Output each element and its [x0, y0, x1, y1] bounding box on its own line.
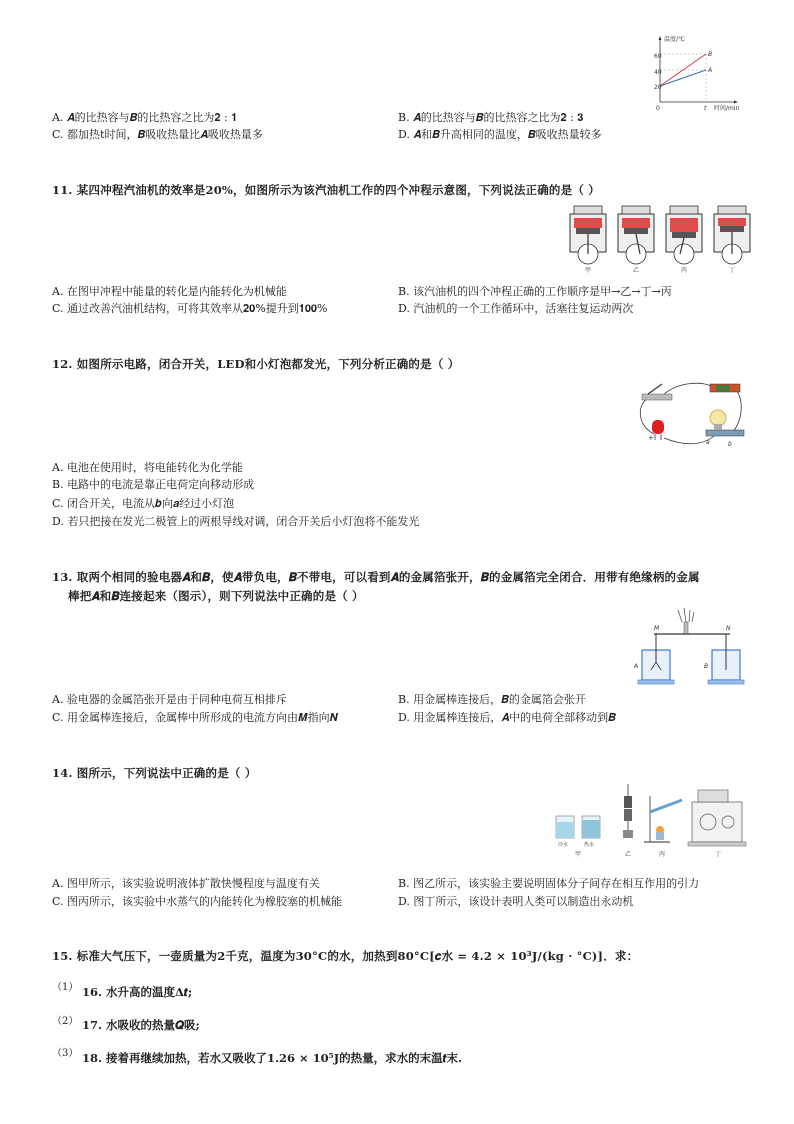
q13-option-a[interactable]: A. 验电器的金属箔张开是由于同种电荷互相排斥 [52, 693, 287, 706]
q10-option-d[interactable]: D. 𝑨和𝑩升高相同的温度，𝑩吸收热量较多 [398, 128, 602, 141]
q11-option-a[interactable]: A. 在图甲冲程中能量的转化是内能转化为机械能 [52, 285, 287, 298]
q14-option-d[interactable]: D. 图丁所示，该设计表明人类可以制造出永动机 [398, 895, 634, 908]
line-b-label: B [708, 51, 713, 58]
label-jia: 甲 [574, 851, 582, 858]
temperature-time-graph [648, 32, 744, 114]
engine-strokes-figure [566, 202, 756, 274]
test-tube [650, 800, 682, 812]
q15-sub2-number: （2） [52, 1016, 79, 1027]
q14-option-b[interactable]: B. 图乙所示，该实验主要说明固体分子间存在相互作用的引力 [398, 877, 700, 890]
q13-title-line1: 13. 取两个相同的验电器𝑨和𝑩，使𝑨带负电，𝑩不带电，可以看到𝑨的金属箔张开，𝑩的金属箔完全闭合．用带有绝缘柄的金属 [52, 570, 700, 584]
q11-option-c[interactable]: C. 通过改善汽油机结构，可将其效率从𝟐𝟎%提升到𝟏𝟎𝟎% [52, 302, 328, 315]
graph-xlabel: 时间/min [714, 105, 740, 112]
q12-option-c[interactable]: C. 闭合开关，电流从𝒃向𝒂经过小灯泡 [52, 497, 235, 510]
switch-base [642, 394, 672, 400]
lead-block-bottom [624, 809, 632, 821]
q11-title: 11. 某四冲程汽油机的效率是𝟐𝟎%，如图所示为该汽油机工作的四个冲程示意图，下列说法正确的是（ ） [52, 183, 600, 197]
engine-label-bing: 丙 [680, 267, 688, 274]
q15-sub1-text: 16. 水升高的温度𝚫𝒕; [82, 985, 193, 999]
label-yi: 乙 [624, 851, 632, 858]
engine-label-jia: 甲 [584, 267, 592, 274]
q15-sub1-number: （1） [52, 982, 79, 993]
q13-option-b[interactable]: B. 用金属棒连接后，𝑩的金属箔会张开 [398, 693, 586, 706]
q15-sub2-text: 17. 水吸收的热量𝑸吸; [82, 1018, 200, 1032]
experiments-figure [552, 782, 748, 864]
q13-option-c[interactable]: C. 用金属棒连接后，金属棒中所形成的电流方向由𝑴指向𝑵 [52, 711, 338, 724]
q11-option-d[interactable]: D. 汽油机的一个工作循环中，活塞往复运动两次 [398, 302, 634, 315]
q14-option-c[interactable]: C. 图丙所示，该实验中水蒸气的内能转化为橡胶塞的机械能 [52, 895, 343, 908]
q10-option-b[interactable]: B. 𝑨的比热容与𝑩的比热容之比为𝟐 : 𝟑 [398, 111, 584, 124]
perpetual-machine [692, 802, 742, 842]
engine-stroke-yi [618, 206, 654, 264]
q10-option-c[interactable]: C. 都加热t时间，𝑩吸收热量比𝑨吸收热量多 [52, 128, 263, 141]
q13-title-line2: 棒把𝑨和𝑩连接起来（图示），则下列说法中正确的是（ ） [68, 589, 364, 603]
line-a-label: A [708, 67, 713, 74]
q15-sub3-text: 18. 接着再继续加热，若水又吸收了𝟏.𝟐𝟔 × 𝟏𝟎⁵J的热量，求水的末温𝒕末. [82, 1051, 463, 1065]
q12-option-b[interactable]: B. 电路中的电流是靠正电荷定向移动形成 [52, 478, 255, 491]
engine-stroke-jia [570, 206, 606, 264]
ytick-20: 20 [654, 84, 662, 91]
point-a-label: a [706, 439, 710, 446]
t-mark: t [704, 105, 707, 112]
led-plus-label: + [648, 434, 654, 442]
origin-label: 0 [656, 105, 660, 112]
engine-label-yi: 乙 [632, 267, 640, 274]
bulb [710, 410, 726, 426]
q15-title: 15. 标准大气压下，一壶质量为𝟐千克，温度为𝟑𝟎°C的水，加热到𝟖𝟎°C[𝒄水 = 𝟒.𝟐 × 𝟏𝟎³J/(kg · °C)]．求： [52, 949, 639, 963]
electroscope-figure [632, 608, 748, 690]
label-cold-water: 冷水 [558, 842, 569, 848]
label-bing: 丙 [658, 851, 666, 858]
q13-option-d[interactable]: D. 用金属棒连接后，𝑨中的电荷全部移动到𝑩 [398, 711, 616, 724]
q11-option-b[interactable]: B. 该汽油机的四个冲程正确的工作顺序是甲→乙→丁→丙 [398, 285, 672, 298]
point-b-label: b [728, 441, 732, 448]
ytick-60: 60 [654, 53, 662, 60]
led-circuit-figure [634, 376, 746, 450]
graph-ylabel: 温度/℃ [664, 36, 685, 43]
engine-label-ding: 丁 [728, 267, 736, 274]
label-ding: 丁 [714, 851, 722, 858]
q14-title: 14. 图所示，下列说法中正确的是（ ） [52, 766, 257, 780]
label-m: M [654, 625, 660, 632]
lead-block-top [624, 796, 632, 808]
q14-option-a[interactable]: A. 图甲所示，该实验说明液体扩散快慢程度与温度有关 [52, 877, 320, 890]
label-b: B [704, 663, 709, 670]
label-hot-water: 热水 [584, 842, 595, 848]
engine-stroke-bing [666, 206, 702, 264]
label-n: N [726, 625, 731, 632]
q15-sub3-number: （3） [52, 1048, 79, 1059]
q12-option-a[interactable]: A. 电池在使用时，将电能转化为化学能 [52, 461, 243, 474]
switch-lever [648, 384, 662, 394]
q10-option-a[interactable]: A. 𝑨的比热容与𝑩的比热容之比为𝟐 : 𝟏 [52, 111, 238, 124]
ytick-40: 40 [654, 69, 662, 76]
engine-stroke-ding [714, 206, 750, 264]
led [652, 420, 664, 434]
q12-title: 12. 如图所示电路，闭合开关，LED和小灯泡都发光，下列分析正确的是（ ） [52, 357, 460, 371]
label-a: A [634, 663, 639, 670]
q12-option-d[interactable]: D. 若只把接在发光二极管上的两根导线对调，闭合开关后小灯泡将不能发光 [52, 515, 420, 528]
